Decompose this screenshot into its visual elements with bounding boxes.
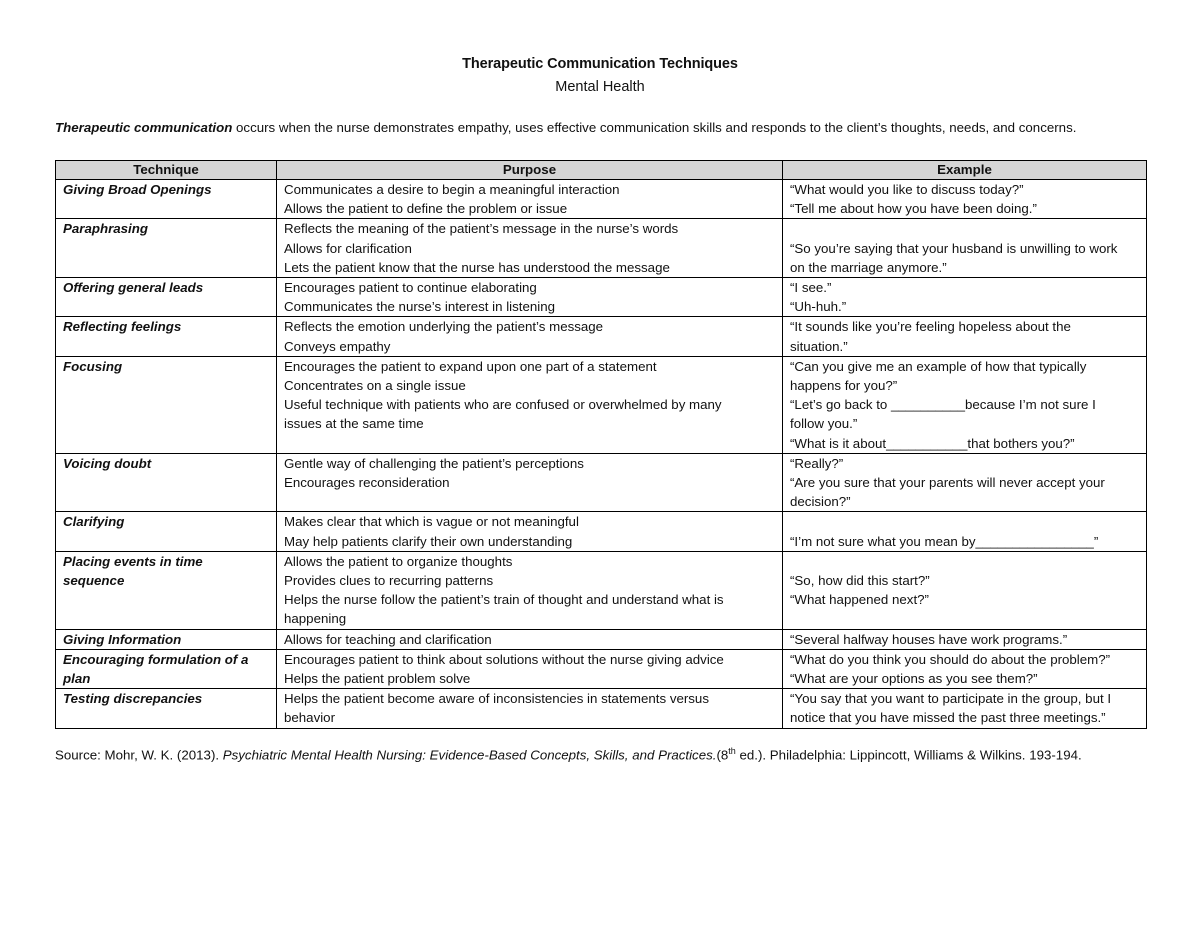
table-header-row [56,161,1147,180]
example-line: “Really?” [790,455,844,471]
purpose-line: Provides clues to recurring patterns [284,573,494,589]
example-line: happens for you?” [790,378,898,394]
table-row [56,551,1147,629]
technique-line: Giving Information [63,631,182,647]
example-line: “I see.” [790,280,832,296]
source-publisher: Philadelphia: Lippincott, Williams & Wilkins. 193-194. [766,747,1082,763]
technique-cell [56,689,277,728]
purpose-line: Allows the patient to organize thoughts [284,553,513,569]
source-book-title: Psychiatric Mental Health Nursing: Evidence-Based Concepts, Skills, and Practices. [222,747,717,763]
purpose-cell [277,317,783,356]
purpose-line: Allows for clarification [284,240,412,256]
example-line: on the marriage anymore.” [790,259,947,275]
purpose-line: Encourages patient to continue elaborating [284,280,537,296]
technique-line: Reflecting feelings [63,319,182,335]
source-edition-close: ed.). [735,747,767,763]
example-cell [783,453,1147,512]
purpose-cell [277,512,783,551]
page-title: Therapeutic Communication Techniques [462,56,738,72]
technique-cell [56,356,277,453]
example-line [790,552,1139,571]
technique-line: Voicing doubt [63,455,152,471]
technique-line: sequence [63,573,125,589]
table-row [56,278,1147,317]
purpose-line: Reflects the meaning of the patient’s message in the nurse’s words [284,221,679,237]
example-line: “What are your options as you see them?” [790,671,1038,687]
purpose-line: Concentrates on a single issue [284,378,466,394]
header-purpose: Purpose [277,161,783,180]
technique-line: Placing events in time [63,553,203,569]
example-cell [783,629,1147,649]
purpose-cell [277,453,783,512]
technique-cell [56,512,277,551]
source-edition-open: (8 [716,747,729,763]
table-row [56,453,1147,512]
example-line: “I’m not sure what you mean by________________” [790,533,1099,549]
example-cell [783,512,1147,551]
example-line: notice that you have missed the past three meetings.” [790,710,1106,726]
table-row [56,356,1147,453]
purpose-cell [277,278,783,317]
source-edition-sup: th [728,746,736,756]
purpose-cell [277,180,783,219]
page-subtitle: Mental Health [555,79,645,95]
example-line: follow you.” [790,416,858,432]
header-technique: Technique [56,161,277,180]
purpose-line: Gentle way of challenging the patient’s perceptions [284,455,584,471]
technique-line: Paraphrasing [63,221,148,237]
technique-line: Testing discrepancies [63,691,203,707]
example-line: “Let’s go back to __________because I’m not sure I [790,397,1096,413]
purpose-cell [277,551,783,629]
example-line: “So you’re saying that your husband is unwilling to work [790,240,1118,256]
technique-cell [56,629,277,649]
purpose-line: Makes clear that which is vague or not meaningful [284,514,579,530]
example-cell [783,219,1147,278]
example-line: “So, how did this start?” [790,573,930,589]
purpose-line: Allows the patient to define the problem or issue [284,201,568,217]
example-line: “What happened next?” [790,592,929,608]
table-row [56,219,1147,278]
purpose-line: Conveys empathy [284,338,391,354]
purpose-cell [277,356,783,453]
technique-cell [56,278,277,317]
purpose-cell [277,649,783,688]
example-line: “Uh-huh.” [790,299,847,315]
example-line: decision?” [790,494,851,510]
example-line: “What would you like to discuss today?” [790,182,1024,197]
purpose-line: Helps the patient problem solve [284,671,471,687]
purpose-line: Reflects the emotion underlying the patient’s message [284,319,604,335]
purpose-line: Encourages the patient to expand upon one part of a statement [284,358,657,374]
technique-cell [56,180,277,219]
header-example: Example [783,161,1147,180]
example-line: “What do you think you should do about the problem?” [790,651,1111,667]
technique-line: Encouraging formulation of a [63,651,249,667]
purpose-line: Helps the nurse follow the patient’s train of thought and understand what is [284,592,724,608]
technique-line: Giving Broad Openings [63,182,212,197]
table-row [56,649,1147,688]
table-body [56,180,1147,729]
technique-cell [56,453,277,512]
intro-paragraph [55,120,1155,135]
techniques-table [55,160,1147,729]
example-cell [783,317,1147,356]
purpose-line: Encourages reconsideration [284,475,450,491]
example-line: “Can you give me an example of how that typically [790,358,1087,374]
example-line: “Tell me about how you have been doing.” [790,201,1037,217]
table-row [56,512,1147,551]
technique-cell [56,551,277,629]
intro-text: occurs when the nurse demonstrates empathy, uses effective communication skills and responds to the client’s thoughts, needs, and concerns. [232,120,1077,135]
purpose-line: Allows for teaching and clarification [284,631,492,647]
example-cell [783,649,1147,688]
table-row [56,317,1147,356]
example-cell [783,551,1147,629]
example-cell [783,689,1147,728]
purpose-line: Communicates the nurse’s interest in listening [284,299,555,315]
purpose-line: Helps the patient become aware of inconsistencies in statements versus [284,691,709,707]
example-cell [783,180,1147,219]
source-citation [55,746,1175,762]
intro-term: Therapeutic communication [55,120,233,135]
purpose-cell [277,629,783,649]
source-prefix: Source: Mohr, W. K. (2013). [55,747,223,763]
table-row [56,689,1147,728]
example-line: “What is it about___________that bothers you?” [790,435,1075,451]
example-line: “Are you sure that your parents will never accept your [790,475,1105,491]
purpose-line: Encourages patient to think about solutions without the nurse giving advice [284,651,724,667]
purpose-line: Communicates a desire to begin a meaningful interaction [284,182,620,197]
purpose-line: happening [284,611,347,627]
example-line [790,512,1139,531]
table-row [56,629,1147,649]
technique-line: plan [63,671,91,687]
example-cell [783,278,1147,317]
technique-line: Offering general leads [63,280,204,296]
example-line: “Several halfway houses have work programs.” [790,631,1068,647]
example-line: “You say that you want to participate in the group, but I [790,691,1112,707]
example-cell [783,356,1147,453]
example-line: “It sounds like you’re feeling hopeless about the [790,319,1071,335]
example-line: situation.” [790,338,848,354]
purpose-cell [277,689,783,728]
technique-line: Clarifying [63,514,125,530]
purpose-line: Lets the patient know that the nurse has understood the message [284,259,670,275]
table-row [56,180,1147,219]
example-line [790,219,1139,238]
purpose-cell [277,219,783,278]
purpose-line: behavior [284,710,336,726]
technique-cell [56,219,277,278]
technique-line: Focusing [63,358,123,374]
purpose-line: May help patients clarify their own understanding [284,533,573,549]
purpose-line: Useful technique with patients who are confused or overwhelmed by many [284,397,722,413]
purpose-line: issues at the same time [284,416,424,432]
technique-cell [56,649,277,688]
technique-cell [56,317,277,356]
